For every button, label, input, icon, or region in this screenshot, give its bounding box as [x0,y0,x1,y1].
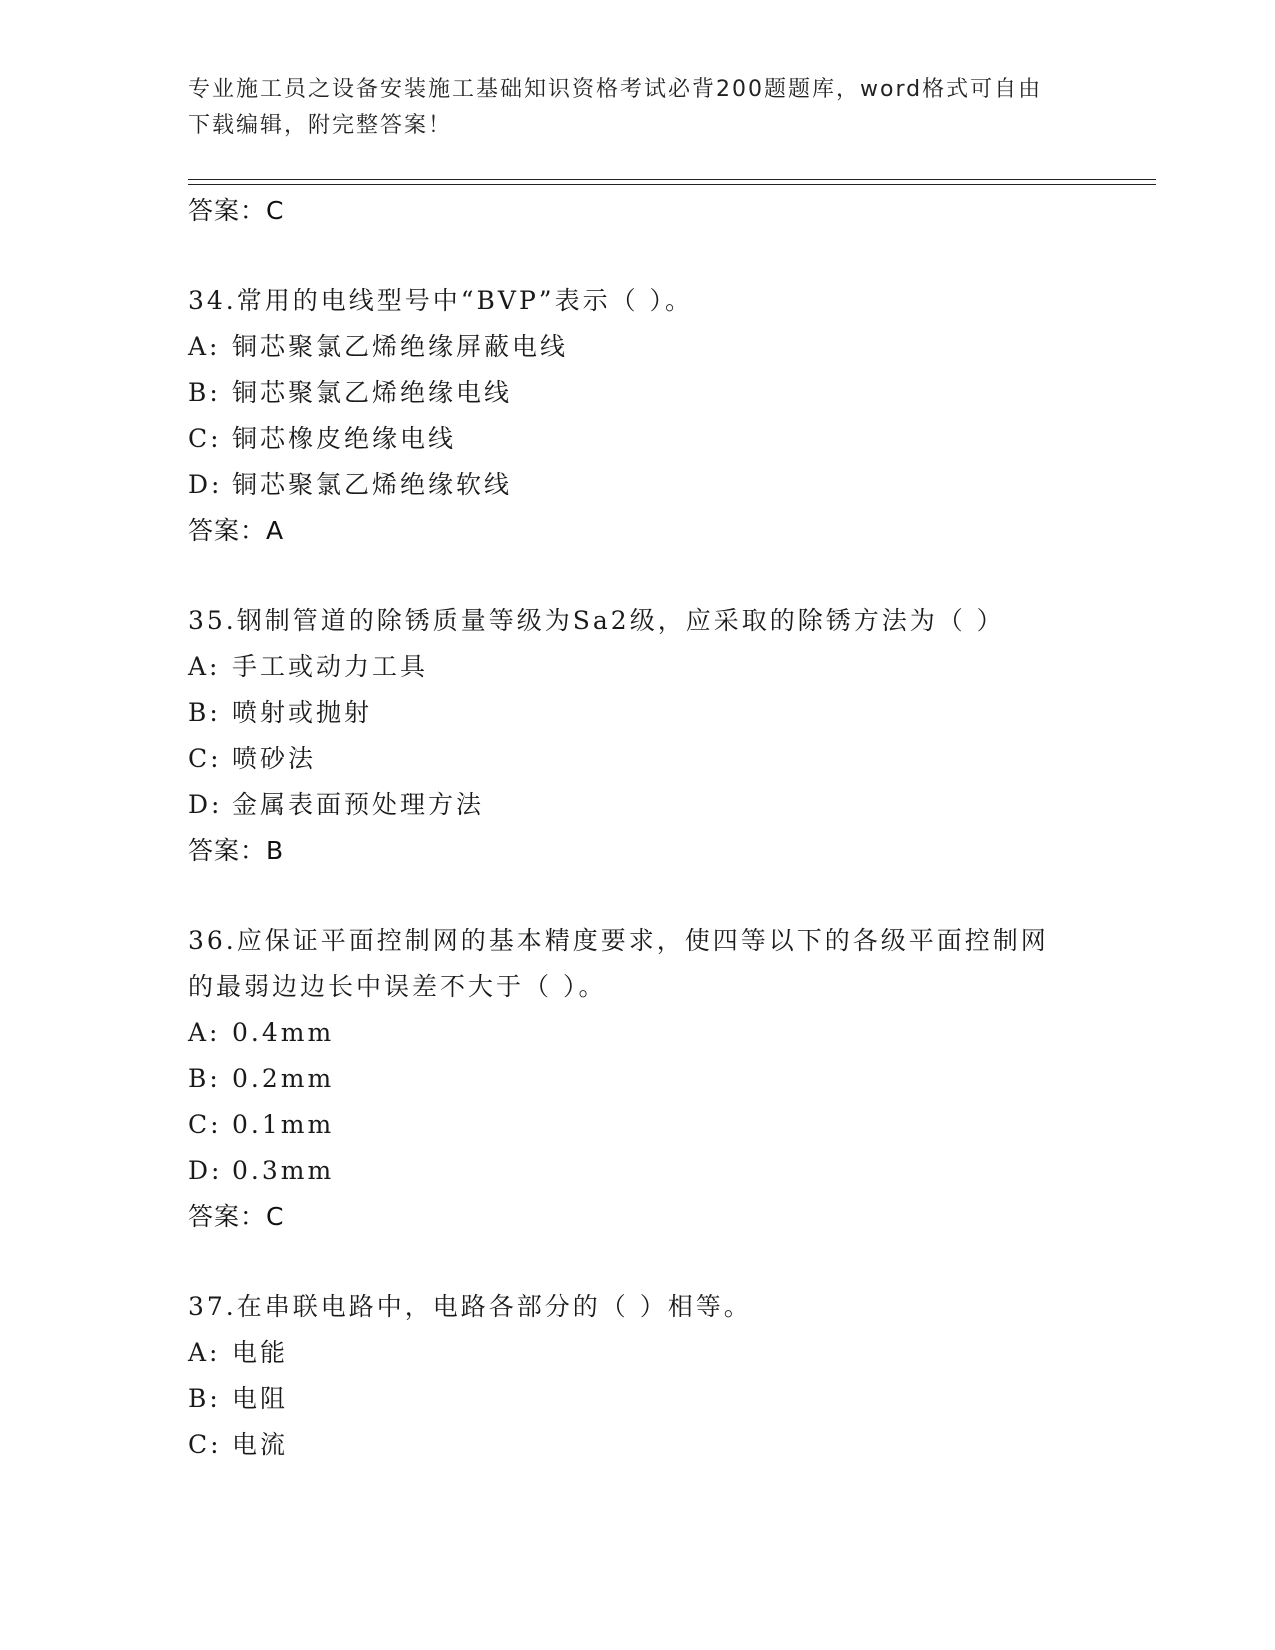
header-divider-bottom [188,184,1156,185]
option-text: 电阻 [232,1384,289,1413]
option-d [188,782,1148,828]
option-text: 0.3mm [232,1156,335,1185]
option-key: B: [188,1384,221,1413]
option-key: B: [188,1064,221,1093]
option-key: B: [188,378,221,407]
option-text: 喷射或抛射 [232,698,373,727]
option-c [188,736,1148,782]
option-a [188,324,1148,370]
option-text: 喷砂法 [232,744,317,773]
option-text: 手工或动力工具 [232,652,429,681]
option-key: C: [188,1110,222,1139]
option-text: 铜芯聚氯乙烯绝缘电线 [232,378,513,407]
header-line-1: 专业施工员之设备安装施工基础知识资格考试必背200题题库，word格式可自由 [188,77,1043,102]
question-text [188,598,1148,644]
option-key: A: [188,332,221,361]
question-line: 35.钢制管道的除锈质量等级为Sa2级，应采取的除锈方法为（ ） [188,606,1005,635]
question-37 [188,1284,1148,1468]
option-key: B: [188,698,221,727]
answer-line: 答案：A [188,516,285,545]
option-key: D: [188,790,223,819]
question-line: 36.应保证平面控制网的基本精度要求，使四等以下的各级平面控制网 [188,926,1049,955]
option-text: 0.2mm [232,1064,335,1093]
option-text: 0.4mm [232,1018,335,1047]
question-text [188,1284,1148,1330]
option-b [188,1056,1148,1102]
option-key: C: [188,1430,222,1459]
option-c [188,1422,1148,1468]
option-b [188,1376,1148,1422]
option-text: 铜芯聚氯乙烯绝缘软线 [232,470,513,499]
previous-answer: 答案：C [188,196,285,225]
question-text [188,278,1148,324]
option-key: A: [188,1338,221,1367]
option-c [188,1102,1148,1148]
option-d [188,462,1148,508]
option-text: 铜芯橡皮绝缘电线 [232,424,457,453]
option-key: D: [188,1156,223,1185]
question-line: 37.在串联电路中，电路各部分的（ ）相等。 [188,1292,752,1321]
option-a [188,644,1148,690]
question-35 [188,598,1148,874]
question-34 [188,278,1148,554]
option-key: C: [188,424,222,453]
option-key: A: [188,652,221,681]
option-key: D: [188,470,223,499]
answer-line: 答案：B [188,836,285,865]
question-list [188,188,1148,1468]
option-d [188,1148,1148,1194]
option-b [188,370,1148,416]
answer-line: 答案：C [188,1202,285,1231]
option-key: A: [188,1018,221,1047]
header-line-2: 下载编辑，附完整答案！ [188,113,453,138]
option-text: 电流 [232,1430,289,1459]
option-text: 电能 [232,1338,289,1367]
option-text: 铜芯聚氯乙烯绝缘屏蔽电线 [232,332,569,361]
question-line: 34.常用的电线型号中“BVP”表示（ ）。 [188,286,694,315]
option-b [188,690,1148,736]
option-text: 金属表面预处理方法 [232,790,485,819]
option-c [188,416,1148,462]
question-36 [188,918,1148,1240]
header-divider-top [188,179,1156,180]
option-a [188,1010,1148,1056]
question-text [188,918,1148,1010]
question-line-2: 的最弱边边长中误差不大于（ ）。 [188,972,607,1001]
page-header [188,72,1088,144]
option-text: 0.1mm [232,1110,335,1139]
option-a [188,1330,1148,1376]
option-key: C: [188,744,222,773]
